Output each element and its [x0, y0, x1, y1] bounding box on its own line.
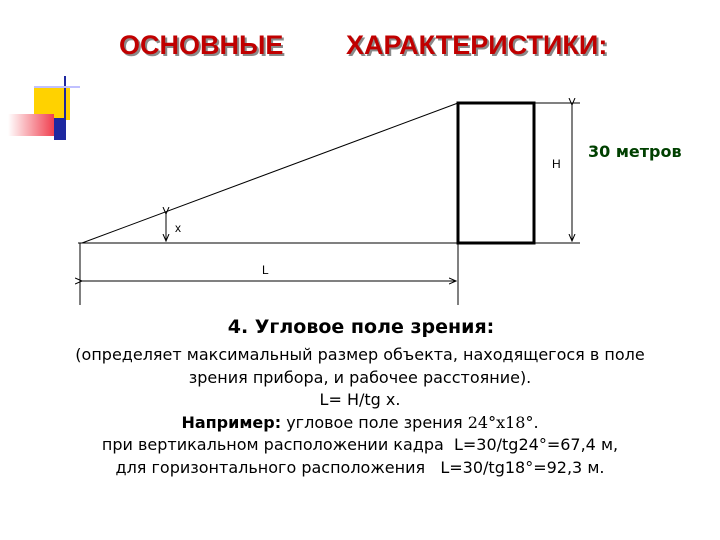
- title-word-2: ХАРАКТЕРИСТИКИ:: [346, 30, 608, 60]
- label-x: x: [175, 221, 181, 235]
- label-l: L: [262, 263, 269, 277]
- description-line-1: (определяет максимальный размер объекта, находящегося в поле: [75, 345, 645, 364]
- example-value: 24°х18°.: [467, 412, 539, 432]
- distance-label: 30 метров: [588, 142, 682, 161]
- description-line-2: зрения прибора, и рабочее расстояние).: [188, 367, 532, 387]
- vertical-calc-line: [0, 434, 720, 457]
- title-word-1: ОСНОВНЫЕ: [119, 30, 284, 60]
- formula-line: L= H/tg x.: [319, 390, 401, 409]
- example-text: угловое поле зрения: [281, 412, 468, 432]
- section-body: [0, 344, 720, 479]
- label-h: H: [552, 157, 561, 171]
- horizontal-calc-text: для горизонтального расположения L=30/tg: [115, 457, 505, 477]
- object-rectangle: [458, 103, 534, 243]
- sight-line: [82, 103, 458, 243]
- horizontal-calc-line: [0, 457, 720, 480]
- example-line: [0, 412, 720, 435]
- example-prefix: Например:: [181, 412, 282, 432]
- section-heading-text: 4. Угловое поле зрения:: [227, 316, 495, 338]
- section-heading: [0, 316, 720, 338]
- vertical-calc-text: при вертикальном расположении кадра L=30/tg: [101, 435, 519, 454]
- vertical-calc-value: 24°=67,4 м,: [518, 435, 619, 454]
- horizontal-calc-value: 18°=92,3 м.: [504, 457, 605, 477]
